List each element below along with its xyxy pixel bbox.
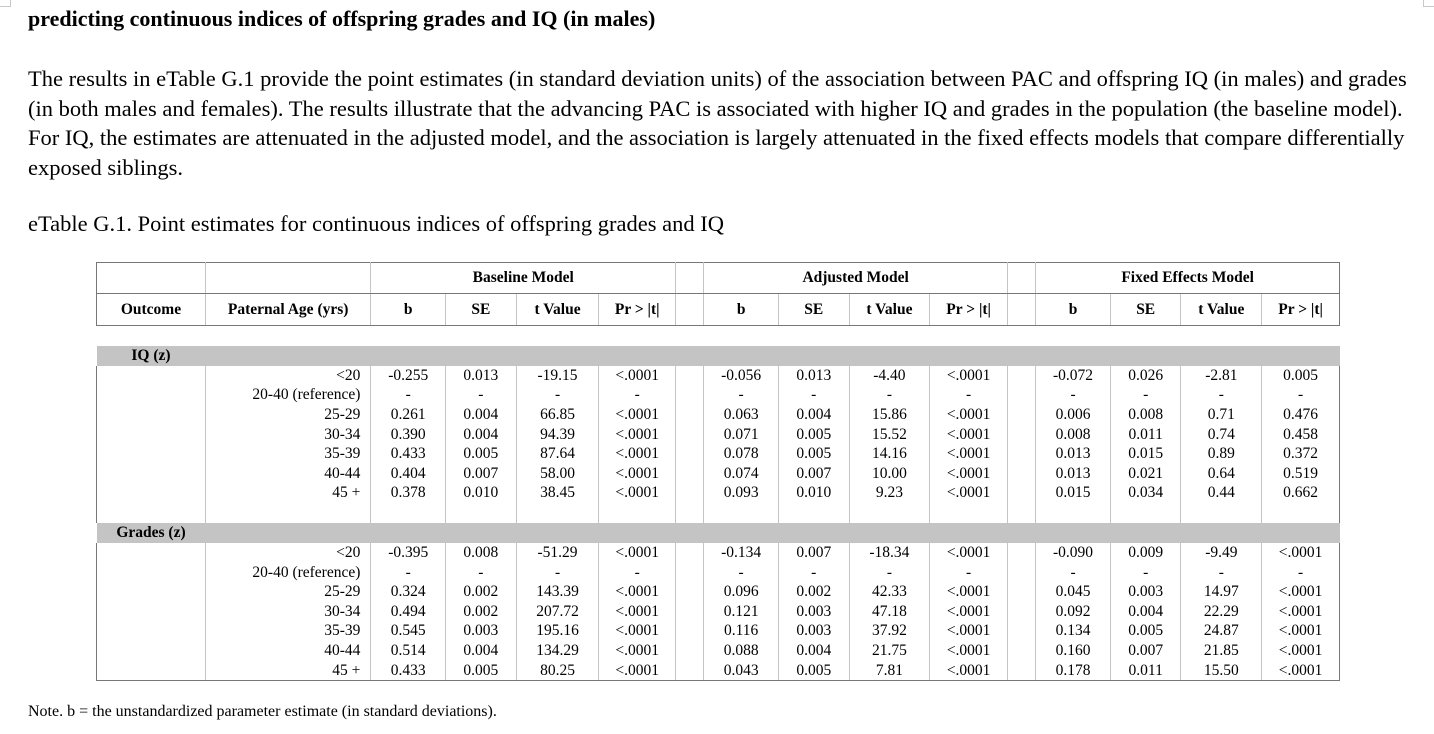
value-cell: -19.15 (516, 366, 599, 386)
spacer-cell (205, 503, 370, 523)
spacer-column (1007, 294, 1035, 326)
table-row (97, 386, 1340, 406)
spacer-column (1007, 543, 1035, 563)
outcome-cell (97, 464, 206, 484)
value-cell: 0.002 (446, 582, 517, 602)
value-cell: <.0001 (930, 366, 1008, 386)
spacer-column (676, 386, 704, 406)
value-cell: -18.34 (849, 543, 930, 563)
stat-column-header: Pr > |t| (1262, 294, 1340, 326)
value-cell: - (1110, 563, 1181, 583)
value-cell: <.0001 (930, 622, 1008, 642)
section-label: IQ (z) (97, 346, 206, 366)
value-cell: - (1262, 563, 1340, 583)
value-cell: - (599, 386, 676, 406)
value-cell: 207.72 (516, 602, 599, 622)
spacer-cell (446, 503, 517, 523)
value-cell: -9.49 (1181, 543, 1262, 563)
value-cell: 0.003 (778, 602, 849, 622)
section-header-fill (205, 523, 1339, 543)
stat-column-header: SE (446, 294, 517, 326)
value-cell: - (599, 563, 676, 583)
value-cell: <.0001 (1262, 622, 1340, 642)
paternal-age-cell: 30-34 (205, 602, 370, 622)
spacer-column (1007, 484, 1035, 504)
value-cell: 0.011 (1110, 425, 1181, 445)
spacer-column (676, 641, 704, 661)
stat-column-header: SE (778, 294, 849, 326)
outcome-cell (97, 484, 206, 504)
value-cell: 0.063 (704, 405, 779, 425)
paternal-age-cell: 35-39 (205, 444, 370, 464)
value-cell: 0.002 (778, 582, 849, 602)
stat-column-header: t Value (849, 294, 930, 326)
value-cell: <.0001 (930, 484, 1008, 504)
value-cell: <.0001 (1262, 582, 1340, 602)
outcome-cell (97, 386, 206, 406)
outcome-cell (97, 602, 206, 622)
value-cell: 47.18 (849, 602, 930, 622)
value-cell: 0.078 (704, 444, 779, 464)
value-cell: 0.519 (1262, 464, 1340, 484)
value-cell: 0.160 (1036, 641, 1111, 661)
spacer-cell (1181, 503, 1262, 523)
spacer-column (1007, 641, 1035, 661)
spacer-column (1007, 464, 1035, 484)
value-cell: 0.010 (778, 484, 849, 504)
value-cell: 38.45 (516, 484, 599, 504)
value-cell: -0.255 (371, 366, 446, 386)
value-cell: <.0001 (930, 543, 1008, 563)
spacer-cell (778, 503, 849, 523)
stat-column-header: Pr > |t| (599, 294, 676, 326)
value-cell: 0.006 (1036, 405, 1111, 425)
value-cell: <.0001 (930, 582, 1008, 602)
value-cell: 0.71 (1181, 405, 1262, 425)
value-cell: 0.013 (778, 366, 849, 386)
table-row (97, 622, 1340, 642)
model-group-header: Baseline Model (371, 263, 676, 294)
page-corner-mark-right (1423, 0, 1434, 7)
value-cell: 0.514 (371, 641, 446, 661)
stat-column-header: Pr > |t| (930, 294, 1008, 326)
value-cell: - (1181, 563, 1262, 583)
stat-column-header: t Value (516, 294, 599, 326)
value-cell: 0.372 (1262, 444, 1340, 464)
value-cell: 0.071 (704, 425, 779, 445)
value-cell: <.0001 (1262, 602, 1340, 622)
value-cell: 0.009 (1110, 543, 1181, 563)
outcome-cell (97, 425, 206, 445)
value-cell: 0.096 (704, 582, 779, 602)
spacer-column (676, 543, 704, 563)
value-cell: 0.043 (704, 661, 779, 681)
value-cell: 0.021 (1110, 464, 1181, 484)
section-heading: predicting continuous indices of offspring grades and IQ (in males) (28, 6, 656, 31)
value-cell: - (446, 563, 517, 583)
value-cell: - (1181, 386, 1262, 406)
value-cell: 0.89 (1181, 444, 1262, 464)
value-cell: 0.005 (778, 444, 849, 464)
value-cell: 0.004 (446, 405, 517, 425)
value-cell: - (849, 386, 930, 406)
value-cell: 143.39 (516, 582, 599, 602)
spacer-column (1007, 386, 1035, 406)
outcome-cell (97, 543, 206, 563)
spacer-column (1007, 582, 1035, 602)
spacer-column (1007, 661, 1035, 681)
value-cell: - (930, 563, 1008, 583)
value-cell: <.0001 (930, 602, 1008, 622)
value-cell: 0.013 (1036, 444, 1111, 464)
value-cell: 0.261 (371, 405, 446, 425)
outcome-cell (97, 366, 206, 386)
table-row (97, 425, 1340, 445)
value-cell: 87.64 (516, 444, 599, 464)
value-cell: <.0001 (599, 582, 676, 602)
value-cell: 0.44 (1181, 484, 1262, 504)
spacer-cell (599, 503, 676, 523)
value-cell: 0.013 (1036, 464, 1111, 484)
value-cell: <.0001 (599, 405, 676, 425)
value-cell: 0.662 (1262, 484, 1340, 504)
value-cell: - (1036, 386, 1111, 406)
spacer-column (676, 263, 704, 294)
value-cell: 42.33 (849, 582, 930, 602)
table-row (97, 543, 1340, 563)
spacer-column (676, 563, 704, 583)
value-cell: <.0001 (599, 366, 676, 386)
stat-column-header: b (704, 294, 779, 326)
value-cell: 0.004 (778, 405, 849, 425)
value-cell: - (1262, 386, 1340, 406)
value-cell: 0.011 (1110, 661, 1181, 681)
value-cell: - (1110, 386, 1181, 406)
value-cell: 0.002 (446, 602, 517, 622)
value-cell: -0.395 (371, 543, 446, 563)
value-cell: 0.015 (1036, 484, 1111, 504)
value-cell: <.0001 (1262, 543, 1340, 563)
value-cell: 0.390 (371, 425, 446, 445)
paternal-age-cell: 30-34 (205, 425, 370, 445)
value-cell: 0.005 (778, 425, 849, 445)
spacer-column (1007, 263, 1035, 294)
spacer-column (676, 425, 704, 445)
value-cell: 0.121 (704, 602, 779, 622)
section-label: Grades (z) (97, 523, 206, 543)
model-group-header: Fixed Effects Model (1036, 263, 1340, 294)
value-cell: -0.134 (704, 543, 779, 563)
table-row (97, 563, 1340, 583)
value-cell: 0.004 (446, 641, 517, 661)
value-cell: <.0001 (599, 622, 676, 642)
outcome-column-header: Outcome (97, 294, 206, 326)
spacer-column (676, 661, 704, 681)
value-cell: 0.005 (778, 661, 849, 681)
gap-row (97, 326, 1340, 347)
value-cell: 0.004 (1110, 602, 1181, 622)
value-cell: 0.045 (1036, 582, 1111, 602)
table-row (97, 582, 1340, 602)
value-cell: <.0001 (1262, 661, 1340, 681)
model-group-header: Adjusted Model (704, 263, 1008, 294)
spacer-cell (1110, 503, 1181, 523)
value-cell: 0.034 (1110, 484, 1181, 504)
value-cell: - (371, 563, 446, 583)
value-cell: 0.134 (1036, 622, 1111, 642)
stat-column-header: b (1036, 294, 1111, 326)
paternal-age-cell: 25-29 (205, 582, 370, 602)
etable-g1 (96, 262, 1340, 681)
value-cell: -51.29 (516, 543, 599, 563)
value-cell: 0.092 (1036, 602, 1111, 622)
value-cell: 0.116 (704, 622, 779, 642)
outcome-cell (97, 563, 206, 583)
paternal-age-column-header: Paternal Age (yrs) (205, 294, 370, 326)
body-paragraph: The results in eTable G.1 provide the point estimates (in standard deviation units) of the association between PAC and offspring IQ (in males) and grades (in both males and females). The results illustrate that the advancing PAC is associated with higher IQ and grades in the population (the baseline model). For IQ, the estimates are attenuated in the adjusted model, and the association is largely attenuated in the fixed effects models that compare differentially exposed siblings. (28, 66, 1407, 180)
page-corner-mark-left (0, 0, 11, 7)
value-cell: 22.29 (1181, 602, 1262, 622)
spacer-column (1007, 563, 1035, 583)
paternal-age-cell: 45 + (205, 484, 370, 504)
value-cell: - (371, 386, 446, 406)
paternal-age-cell: 40-44 (205, 641, 370, 661)
spacer-cell (1262, 503, 1340, 523)
value-cell: 0.010 (446, 484, 517, 504)
value-cell: <.0001 (930, 661, 1008, 681)
value-cell: 0.008 (1036, 425, 1111, 445)
stat-column-header: t Value (1181, 294, 1262, 326)
value-cell: -4.40 (849, 366, 930, 386)
table-row (97, 405, 1340, 425)
gap-cell (97, 326, 1340, 347)
value-cell: - (704, 563, 779, 583)
value-cell: <.0001 (930, 641, 1008, 661)
outcome-cell (97, 582, 206, 602)
value-cell: 0.378 (371, 484, 446, 504)
header-blank (205, 263, 370, 294)
spacer-column (676, 294, 704, 326)
spacer-column (676, 582, 704, 602)
value-cell: 0.007 (446, 464, 517, 484)
value-cell: 0.093 (704, 484, 779, 504)
paternal-age-cell: 45 + (205, 661, 370, 681)
value-cell: 0.433 (371, 444, 446, 464)
outcome-cell (97, 444, 206, 464)
header-row-columns (97, 294, 1340, 326)
value-cell: <.0001 (599, 602, 676, 622)
value-cell: 15.86 (849, 405, 930, 425)
value-cell: 0.458 (1262, 425, 1340, 445)
value-cell: 21.75 (849, 641, 930, 661)
spacer-column (676, 602, 704, 622)
value-cell: 14.97 (1181, 582, 1262, 602)
value-cell: <.0001 (930, 464, 1008, 484)
value-cell: 94.39 (516, 425, 599, 445)
value-cell: 24.87 (1181, 622, 1262, 642)
outcome-cell (97, 661, 206, 681)
spacer-column (676, 622, 704, 642)
paternal-age-cell: 20-40 (reference) (205, 563, 370, 583)
spacer-cell (97, 503, 206, 523)
value-cell: <.0001 (599, 641, 676, 661)
spacer-cell (704, 503, 779, 523)
value-cell: 0.007 (778, 464, 849, 484)
outcome-cell (97, 622, 206, 642)
value-cell: 0.008 (446, 543, 517, 563)
value-cell: <.0001 (599, 661, 676, 681)
value-cell: 15.52 (849, 425, 930, 445)
value-cell: -0.056 (704, 366, 779, 386)
value-cell: 14.16 (849, 444, 930, 464)
stat-column-header: SE (1110, 294, 1181, 326)
value-cell: 66.85 (516, 405, 599, 425)
value-cell: 0.005 (1110, 622, 1181, 642)
value-cell: 0.545 (371, 622, 446, 642)
table-caption: eTable G.1. Point estimates for continuous indices of offspring grades and IQ (28, 211, 724, 236)
value-cell: 0.007 (778, 543, 849, 563)
value-cell: 0.404 (371, 464, 446, 484)
spacer-column (1007, 622, 1035, 642)
value-cell: - (516, 386, 599, 406)
value-cell: 0.005 (446, 444, 517, 464)
value-cell: <.0001 (930, 405, 1008, 425)
value-cell: 9.23 (849, 484, 930, 504)
value-cell: 15.50 (1181, 661, 1262, 681)
outcome-cell (97, 405, 206, 425)
header-blank (97, 263, 206, 294)
spacer-cell (516, 503, 599, 523)
paternal-age-cell: 40-44 (205, 464, 370, 484)
value-cell: 195.16 (516, 622, 599, 642)
value-cell: 21.85 (1181, 641, 1262, 661)
table-row (97, 464, 1340, 484)
table-row (97, 366, 1340, 386)
value-cell: 0.003 (778, 622, 849, 642)
section-spacer-row (97, 503, 1340, 523)
stat-column-header: b (371, 294, 446, 326)
paternal-age-cell: <20 (205, 366, 370, 386)
section-header-row (97, 523, 1340, 543)
spacer-cell (930, 503, 1008, 523)
spacer-column (1007, 444, 1035, 464)
value-cell: 58.00 (516, 464, 599, 484)
value-cell: 0.074 (704, 464, 779, 484)
value-cell: <.0001 (930, 444, 1008, 464)
value-cell: 80.25 (516, 661, 599, 681)
value-cell: - (446, 386, 517, 406)
value-cell: - (516, 563, 599, 583)
section-header-row (97, 346, 1340, 366)
table-note: Note. b = the unstandardized parameter estimate (in standard deviations). (28, 703, 497, 720)
value-cell: 0.178 (1036, 661, 1111, 681)
paternal-age-cell: 25-29 (205, 405, 370, 425)
paternal-age-cell: 35-39 (205, 622, 370, 642)
value-cell: <.0001 (1262, 641, 1340, 661)
spacer-column (1007, 602, 1035, 622)
outcome-cell (97, 641, 206, 661)
table-row (97, 661, 1340, 681)
spacer-column (676, 444, 704, 464)
spacer-cell (1036, 503, 1111, 523)
value-cell: 0.008 (1110, 405, 1181, 425)
spacer-cell (371, 503, 446, 523)
value-cell: 134.29 (516, 641, 599, 661)
value-cell: 0.324 (371, 582, 446, 602)
value-cell: 0.494 (371, 602, 446, 622)
spacer-column (676, 464, 704, 484)
spacer-column (1007, 405, 1035, 425)
spacer-cell (676, 503, 704, 523)
value-cell: - (1036, 563, 1111, 583)
paternal-age-cell: 20-40 (reference) (205, 386, 370, 406)
table-row (97, 444, 1340, 464)
header-row-models (97, 263, 1340, 294)
value-cell: -0.090 (1036, 543, 1111, 563)
value-cell: -0.072 (1036, 366, 1111, 386)
paternal-age-cell: <20 (205, 543, 370, 563)
value-cell: 7.81 (849, 661, 930, 681)
table-row (97, 602, 1340, 622)
value-cell: 0.64 (1181, 464, 1262, 484)
value-cell: <.0001 (599, 484, 676, 504)
value-cell: 10.00 (849, 464, 930, 484)
table-row (97, 484, 1340, 504)
value-cell: 0.088 (704, 641, 779, 661)
value-cell: 0.007 (1110, 641, 1181, 661)
spacer-cell (849, 503, 930, 523)
value-cell: 0.003 (446, 622, 517, 642)
value-cell: 0.74 (1181, 425, 1262, 445)
value-cell: 0.433 (371, 661, 446, 681)
value-cell: 0.005 (1262, 366, 1340, 386)
value-cell: <.0001 (599, 464, 676, 484)
section-header-fill (205, 346, 1339, 366)
value-cell: 37.92 (849, 622, 930, 642)
spacer-column (676, 405, 704, 425)
value-cell: - (849, 563, 930, 583)
value-cell: 0.005 (446, 661, 517, 681)
value-cell: 0.013 (446, 366, 517, 386)
value-cell: - (930, 386, 1008, 406)
value-cell: 0.003 (1110, 582, 1181, 602)
value-cell: - (704, 386, 779, 406)
value-cell: <.0001 (599, 543, 676, 563)
value-cell: -2.81 (1181, 366, 1262, 386)
value-cell: <.0001 (599, 425, 676, 445)
value-cell: 0.015 (1110, 444, 1181, 464)
spacer-column (676, 366, 704, 386)
spacer-column (1007, 425, 1035, 445)
table-row (97, 641, 1340, 661)
value-cell: 0.004 (446, 425, 517, 445)
value-cell: - (778, 563, 849, 583)
spacer-column (1007, 366, 1035, 386)
value-cell: - (778, 386, 849, 406)
spacer-cell (1007, 503, 1035, 523)
value-cell: 0.476 (1262, 405, 1340, 425)
value-cell: <.0001 (599, 444, 676, 464)
value-cell: <.0001 (930, 425, 1008, 445)
value-cell: 0.026 (1110, 366, 1181, 386)
value-cell: 0.004 (778, 641, 849, 661)
spacer-column (676, 484, 704, 504)
